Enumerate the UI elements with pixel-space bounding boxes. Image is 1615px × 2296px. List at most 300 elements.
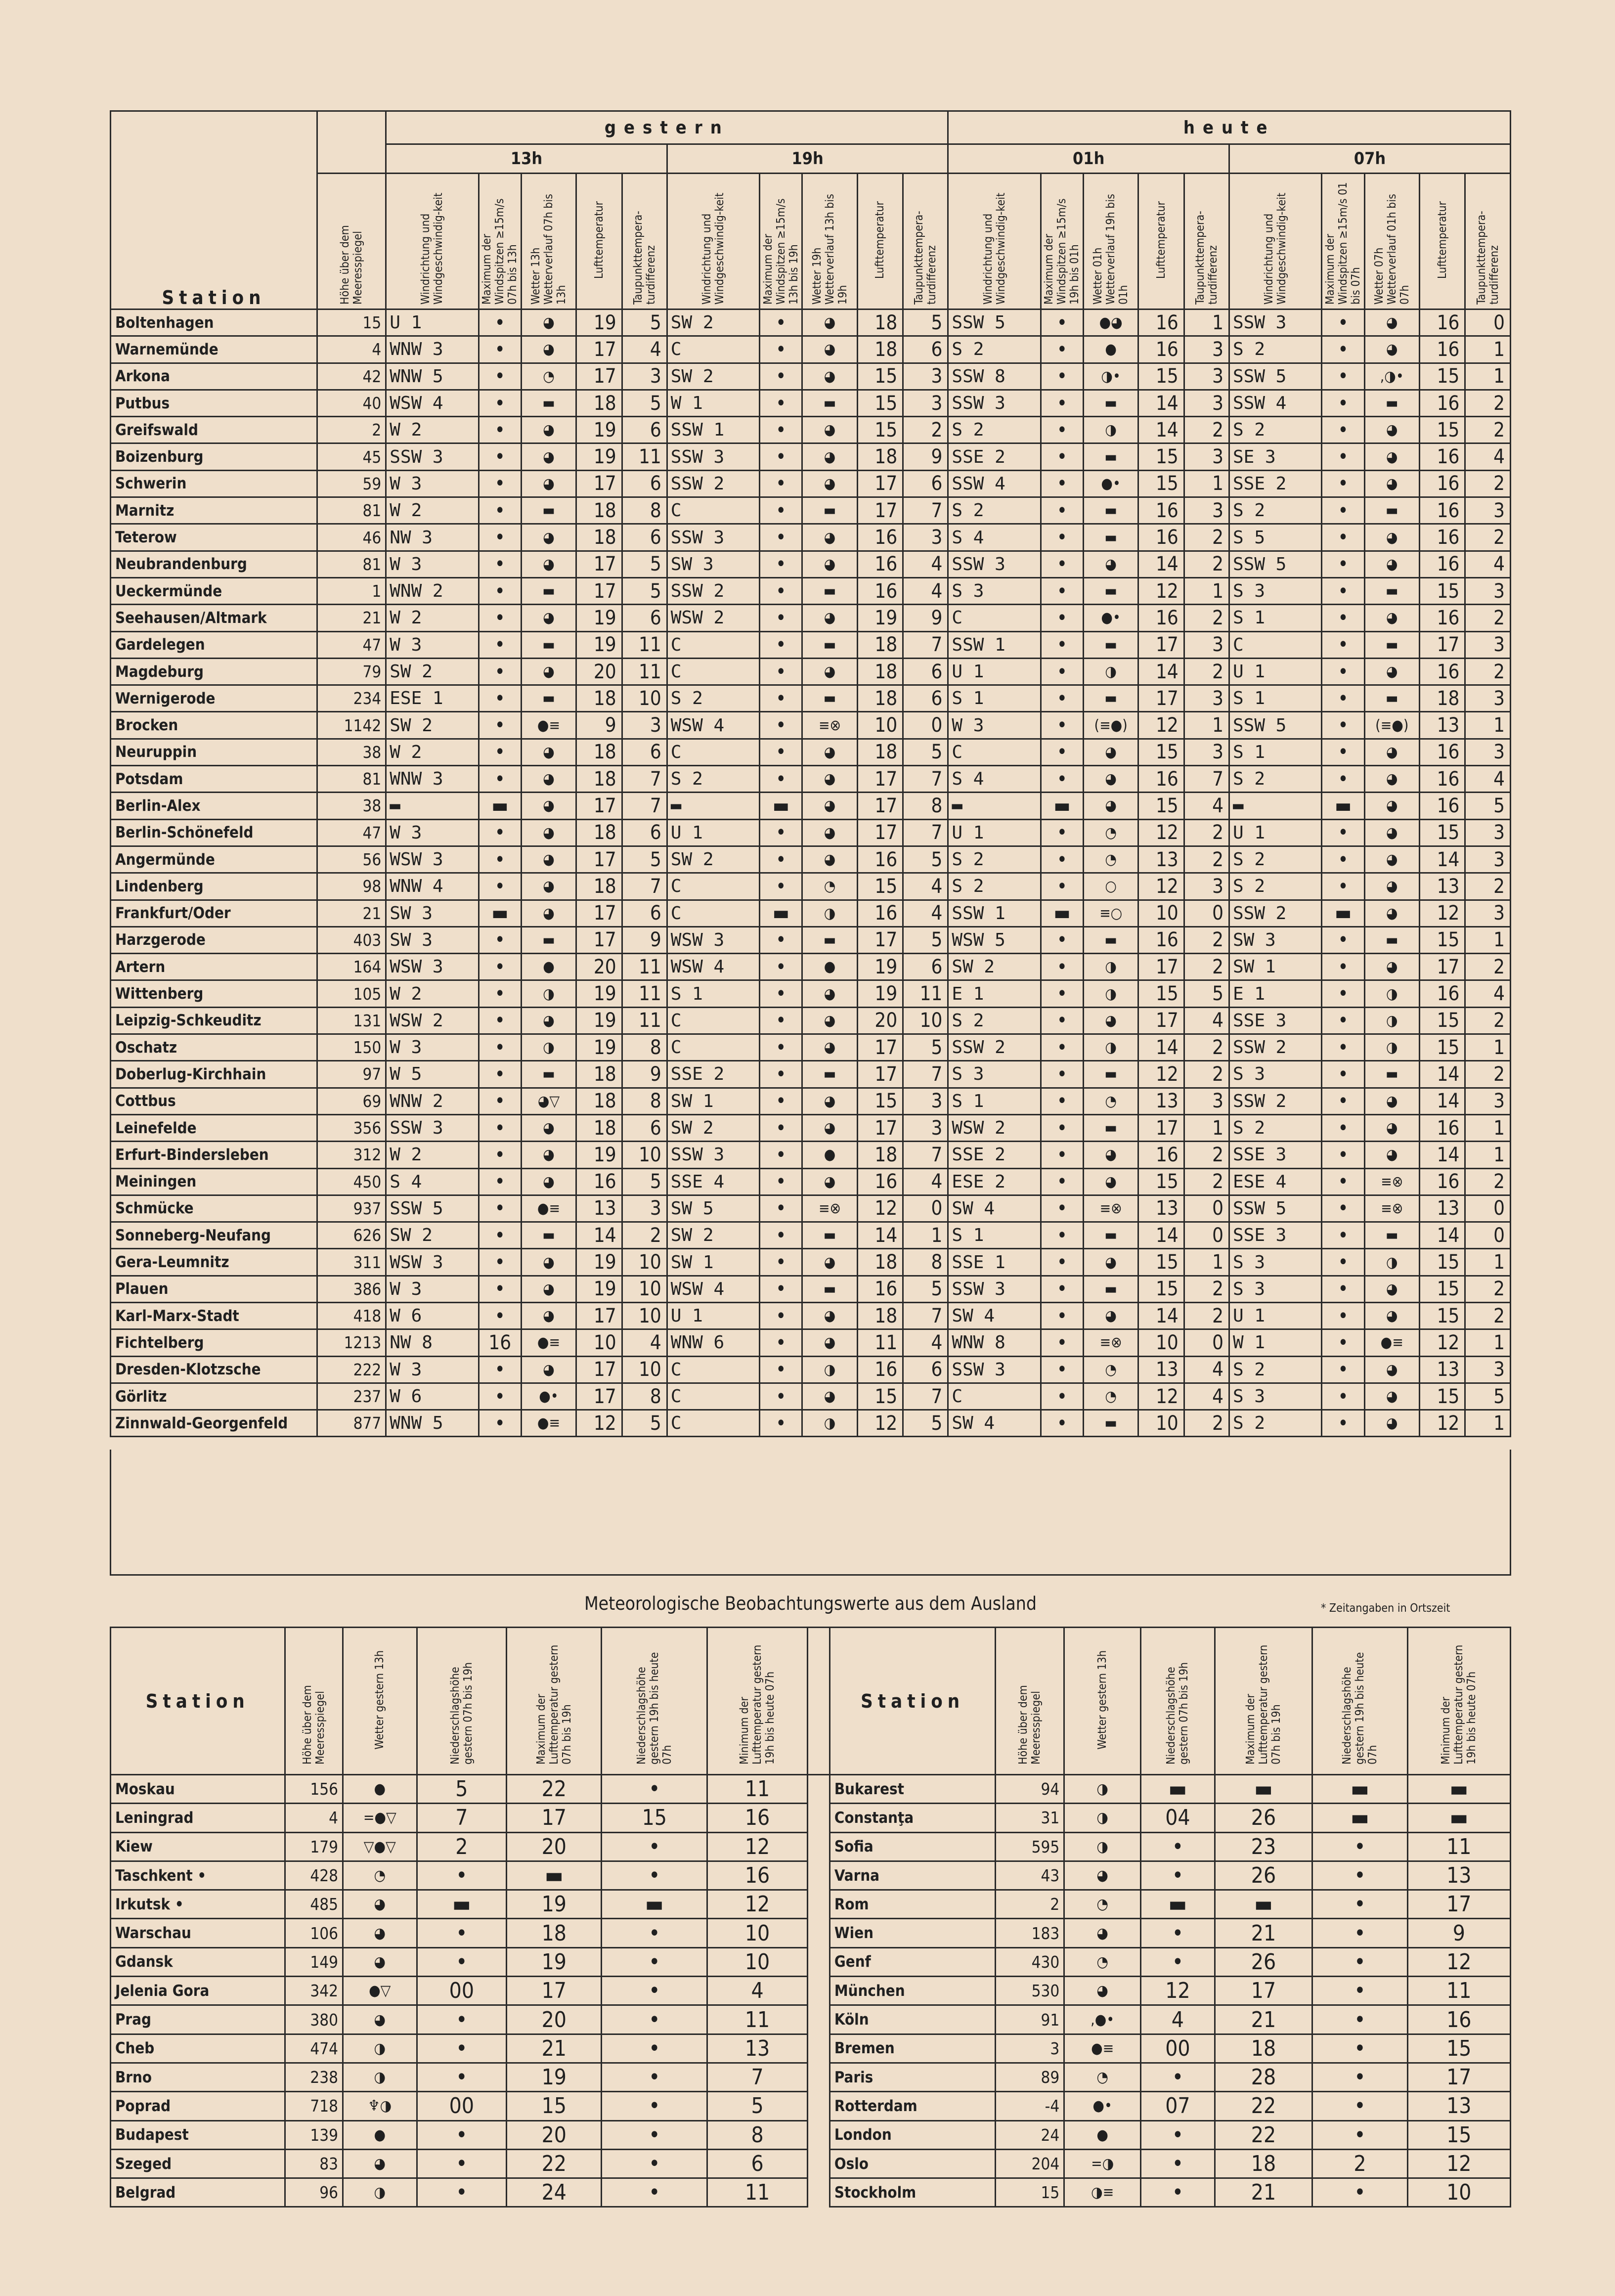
gust-cell: • bbox=[1041, 336, 1083, 363]
temperature-cell: 16 bbox=[857, 1356, 903, 1383]
dewpoint-diff-cell: 6 bbox=[903, 954, 948, 980]
temperature-cell: 17 bbox=[576, 336, 622, 363]
dewpoint-diff-cell: 0 bbox=[1465, 309, 1511, 336]
gust-cell: • bbox=[479, 658, 521, 685]
weather-symbol: ◕ bbox=[1364, 605, 1419, 631]
weather-symbol: =◑ bbox=[1064, 2149, 1141, 2178]
value-cell: • bbox=[602, 2063, 707, 2091]
weather-symbol: (≡●) bbox=[1364, 712, 1419, 739]
gust-cell: • bbox=[760, 1276, 802, 1302]
station-row bbox=[111, 1249, 1511, 1276]
temperature-cell: 19 bbox=[576, 1034, 622, 1061]
weather-symbol: ◕ bbox=[521, 900, 576, 927]
weather-symbol: ◑ bbox=[1364, 1007, 1419, 1034]
gust-cell: • bbox=[1041, 524, 1083, 551]
value-cell: • bbox=[1312, 1861, 1407, 1890]
station-name: Constanţa bbox=[829, 1804, 995, 1832]
temperature-cell: 10 bbox=[857, 712, 903, 739]
wind-cell: C bbox=[667, 336, 759, 363]
weather-symbol: ◕ bbox=[1083, 1142, 1138, 1168]
gust-cell: ▬ bbox=[479, 793, 521, 819]
dewpoint-diff-cell: 2 bbox=[1184, 1061, 1229, 1088]
weather-symbol: ◕ bbox=[1364, 417, 1419, 443]
foreign-row bbox=[111, 1919, 1511, 1947]
wind-cell: S 1 bbox=[948, 685, 1041, 712]
dewpoint-diff-cell: 0 bbox=[1465, 1222, 1511, 1249]
station-height: 474 bbox=[285, 2034, 343, 2063]
wind-cell: U 1 bbox=[1229, 1302, 1321, 1329]
wind-cell: SSW 4 bbox=[948, 470, 1041, 497]
wind-cell: SSW 5 bbox=[386, 1195, 479, 1222]
value-cell: 00 bbox=[417, 2092, 507, 2120]
temperature-cell: 14 bbox=[1138, 390, 1184, 416]
station-height: 234 bbox=[317, 685, 386, 712]
column-header: Wetter 01h Wetterverlauf 19h bis 01h bbox=[1083, 174, 1138, 309]
dewpoint-diff-cell: 2 bbox=[1184, 846, 1229, 873]
temperature-cell: 18 bbox=[576, 739, 622, 765]
column-header: Wetter gestern 13h bbox=[1064, 1628, 1141, 1775]
dewpoint-diff-cell: 7 bbox=[903, 1142, 948, 1168]
temperature-cell: 18 bbox=[857, 443, 903, 470]
temperature-cell: 19 bbox=[576, 443, 622, 470]
weather-symbol: ◑ bbox=[1364, 980, 1419, 1007]
column-header: Niederschlagshöhe gestern 07h bis 19h bbox=[417, 1628, 507, 1775]
wind-cell: S 2 bbox=[948, 497, 1041, 524]
foreign-row bbox=[111, 1861, 1511, 1890]
wind-cell: S 5 bbox=[1229, 524, 1321, 551]
dewpoint-diff-cell: 5 bbox=[1184, 980, 1229, 1007]
blank-header bbox=[317, 111, 386, 174]
station-row bbox=[111, 900, 1511, 927]
station-height: 47 bbox=[317, 819, 386, 846]
value-cell: 21 bbox=[1215, 2005, 1312, 2034]
gust-cell: • bbox=[1041, 1007, 1083, 1034]
wind-cell: SW 2 bbox=[667, 1114, 759, 1141]
station-row bbox=[111, 766, 1511, 793]
gust-cell: • bbox=[1041, 1356, 1083, 1383]
value-cell: ▬ bbox=[507, 1861, 602, 1890]
value-cell: • bbox=[1312, 2034, 1407, 2063]
wind-cell: SSW 3 bbox=[667, 443, 759, 470]
wind-cell: C bbox=[948, 739, 1041, 765]
wind-cell: WNW 3 bbox=[386, 766, 479, 793]
dewpoint-diff-cell: 2 bbox=[1184, 819, 1229, 846]
wind-cell: SSW 3 bbox=[386, 443, 479, 470]
temperature-cell: 12 bbox=[1419, 900, 1465, 927]
foreign-row bbox=[111, 1832, 1511, 1861]
gust-cell: • bbox=[479, 1142, 521, 1168]
column-header: Niederschlagshöhe gestern 19h bis heute 07h bbox=[1312, 1628, 1407, 1775]
dewpoint-diff-cell: 4 bbox=[1184, 1356, 1229, 1383]
wind-cell: SSW 2 bbox=[1229, 1088, 1321, 1114]
temperature-cell: 17 bbox=[1419, 954, 1465, 980]
value-cell: • bbox=[1312, 1919, 1407, 1947]
dewpoint-diff-cell: 10 bbox=[622, 1276, 667, 1302]
gust-cell: • bbox=[760, 1007, 802, 1034]
temperature-cell: 14 bbox=[1138, 1034, 1184, 1061]
station-name: Schmücke bbox=[111, 1195, 317, 1222]
value-cell: 21 bbox=[507, 2034, 602, 2063]
wind-cell: SW 4 bbox=[948, 1195, 1041, 1222]
dewpoint-diff-cell: 5 bbox=[1465, 1383, 1511, 1410]
station-height: 342 bbox=[285, 1977, 343, 2005]
value-cell: 9 bbox=[1407, 1919, 1510, 1947]
gust-cell: • bbox=[479, 524, 521, 551]
wind-cell: W 2 bbox=[386, 1142, 479, 1168]
weather-symbol: ◕ bbox=[802, 766, 857, 793]
gust-cell: • bbox=[1322, 551, 1364, 577]
column-header: Windrichtung und Windgeschwindig-keit bbox=[667, 174, 759, 309]
station-row bbox=[111, 336, 1511, 363]
wind-cell: S 2 bbox=[948, 417, 1041, 443]
dewpoint-diff-cell: 3 bbox=[1465, 900, 1511, 927]
station-name: Szeged bbox=[111, 2149, 285, 2178]
station-name: München bbox=[829, 1977, 995, 2005]
weather-symbol: ,◑• bbox=[1364, 363, 1419, 390]
station-name: Stockholm bbox=[829, 2178, 995, 2207]
weather-symbol: ◕ bbox=[1083, 1007, 1138, 1034]
value-cell: 17 bbox=[1215, 1977, 1312, 2005]
temperature-cell: 16 bbox=[1419, 658, 1465, 685]
station-name: Poprad bbox=[111, 2092, 285, 2120]
station-row bbox=[111, 551, 1511, 577]
wind-cell: S 2 bbox=[1229, 336, 1321, 363]
station-name: Berlin-Alex bbox=[111, 793, 317, 819]
wind-cell: WSW 3 bbox=[386, 846, 479, 873]
column-header: Windrichtung und Windgeschwindig-keit bbox=[386, 174, 479, 309]
dewpoint-diff-cell: 8 bbox=[903, 793, 948, 819]
weather-symbol: ▬ bbox=[521, 1061, 576, 1088]
dewpoint-diff-cell: 7 bbox=[903, 1302, 948, 1329]
weather-symbol: ◑ bbox=[1083, 658, 1138, 685]
gust-cell: • bbox=[1041, 470, 1083, 497]
station-row bbox=[111, 497, 1511, 524]
wind-cell: SSE 2 bbox=[667, 1061, 759, 1088]
gestern-header: gestern bbox=[386, 111, 948, 144]
station-height: 96 bbox=[285, 2178, 343, 2207]
gust-cell: • bbox=[760, 658, 802, 685]
gust-cell: • bbox=[760, 954, 802, 980]
temperature-cell: 13 bbox=[1138, 1195, 1184, 1222]
temperature-cell: 15 bbox=[1419, 927, 1465, 953]
value-cell: 22 bbox=[1215, 2120, 1312, 2149]
gust-cell: • bbox=[479, 1276, 521, 1302]
temperature-cell: 16 bbox=[1419, 739, 1465, 765]
dewpoint-diff-cell: 2 bbox=[1184, 1034, 1229, 1061]
wind-cell: SSW 3 bbox=[948, 1356, 1041, 1383]
value-cell: 11 bbox=[707, 2178, 808, 2207]
temperature-cell: 17 bbox=[1138, 631, 1184, 658]
temperature-cell: 17 bbox=[576, 1383, 622, 1410]
dewpoint-diff-cell: 1 bbox=[1184, 1114, 1229, 1141]
weather-symbol: ◕ bbox=[802, 524, 857, 551]
weather-symbol: ▬ bbox=[1083, 443, 1138, 470]
temperature-cell: 15 bbox=[1419, 363, 1465, 390]
foreign-row bbox=[111, 2092, 1511, 2120]
wind-cell: SW 1 bbox=[667, 1249, 759, 1276]
station-height: 1142 bbox=[317, 712, 386, 739]
value-cell: 12 bbox=[1407, 1947, 1510, 1976]
station-row bbox=[111, 819, 1511, 846]
station-height: 877 bbox=[317, 1410, 386, 1437]
weather-symbol: ▬ bbox=[802, 577, 857, 604]
temperature-cell: 9 bbox=[576, 712, 622, 739]
foreign-row bbox=[111, 1977, 1511, 2005]
dewpoint-diff-cell: 0 bbox=[1465, 1195, 1511, 1222]
dewpoint-diff-cell: 7 bbox=[1184, 766, 1229, 793]
temperature-cell: 10 bbox=[1138, 900, 1184, 927]
wind-cell: SSW 5 bbox=[1229, 363, 1321, 390]
weather-symbol: ◕ bbox=[521, 524, 576, 551]
temperature-cell: 15 bbox=[1138, 363, 1184, 390]
dewpoint-diff-cell: 3 bbox=[903, 363, 948, 390]
temperature-cell: 12 bbox=[576, 1410, 622, 1437]
dewpoint-diff-cell: 2 bbox=[1184, 1168, 1229, 1195]
weather-symbol: ◕ bbox=[802, 846, 857, 873]
column-separator bbox=[808, 1861, 830, 1890]
gust-cell: • bbox=[1041, 658, 1083, 685]
column-header: Wetter gestern 13h bbox=[343, 1628, 417, 1775]
wind-cell: S 1 bbox=[1229, 739, 1321, 765]
station-name: Seehausen/Altmark bbox=[111, 605, 317, 631]
value-cell: 2 bbox=[1312, 2149, 1407, 2178]
gust-cell: • bbox=[1322, 1007, 1364, 1034]
gust-cell: • bbox=[1322, 417, 1364, 443]
dewpoint-diff-cell: 4 bbox=[903, 577, 948, 604]
gust-cell: • bbox=[1041, 577, 1083, 604]
value-cell: • bbox=[602, 2178, 707, 2207]
temperature-cell: 15 bbox=[1419, 1034, 1465, 1061]
temperature-cell: 17 bbox=[857, 927, 903, 953]
gust-cell: • bbox=[479, 470, 521, 497]
foreign-row bbox=[111, 1890, 1511, 1919]
value-cell: • bbox=[1141, 2149, 1215, 2178]
gust-cell: • bbox=[760, 524, 802, 551]
weather-symbol: ◕ bbox=[802, 1302, 857, 1329]
temperature-cell: 14 bbox=[576, 1222, 622, 1249]
foreign-title: Meteorologische Beobachtungswerte aus dem Ausland bbox=[584, 1593, 1037, 1614]
station-row bbox=[111, 577, 1511, 604]
value-cell: 24 bbox=[507, 2178, 602, 2207]
temperature-cell: 16 bbox=[1138, 336, 1184, 363]
value-cell: • bbox=[602, 1947, 707, 1976]
gust-cell: • bbox=[1041, 766, 1083, 793]
dewpoint-diff-cell: 3 bbox=[1184, 685, 1229, 712]
value-cell: 13 bbox=[1407, 1861, 1510, 1890]
temperature-cell: 17 bbox=[576, 1302, 622, 1329]
wind-cell: SW 5 bbox=[667, 1195, 759, 1222]
gust-cell: • bbox=[479, 443, 521, 470]
wind-cell: SSW 2 bbox=[1229, 1034, 1321, 1061]
gust-cell: • bbox=[479, 873, 521, 900]
station-row bbox=[111, 631, 1511, 658]
temperature-cell: 16 bbox=[1419, 309, 1465, 336]
temperature-cell: 20 bbox=[576, 954, 622, 980]
gust-cell: • bbox=[1041, 1249, 1083, 1276]
weather-symbol: ◕ bbox=[1364, 309, 1419, 336]
dewpoint-diff-cell: 2 bbox=[1465, 605, 1511, 631]
value-cell: 07 bbox=[1141, 2092, 1215, 2120]
dewpoint-diff-cell: 7 bbox=[903, 1061, 948, 1088]
weather-symbol: ●≡ bbox=[521, 1195, 576, 1222]
weather-symbol: ▬ bbox=[1083, 577, 1138, 604]
gust-cell: • bbox=[1322, 712, 1364, 739]
weather-symbol: ◕ bbox=[802, 739, 857, 765]
dewpoint-diff-cell: 3 bbox=[622, 1195, 667, 1222]
temperature-cell: 17 bbox=[857, 793, 903, 819]
temperature-cell: 17 bbox=[576, 846, 622, 873]
value-cell: • bbox=[1312, 2178, 1407, 2207]
wind-cell: S 2 bbox=[667, 685, 759, 712]
dewpoint-diff-cell: 5 bbox=[1465, 793, 1511, 819]
column-header: Taupunkttempera-turdifferenz bbox=[903, 174, 948, 309]
time-note: * Zeitangaben in Ortszeit bbox=[1321, 1602, 1450, 1615]
gust-cell: • bbox=[479, 309, 521, 336]
gust-cell: • bbox=[1322, 1114, 1364, 1141]
temperature-cell: 15 bbox=[1419, 1383, 1465, 1410]
temperature-cell: 18 bbox=[576, 390, 622, 416]
gust-cell: • bbox=[1041, 605, 1083, 631]
gust-cell: • bbox=[760, 1168, 802, 1195]
value-cell: 12 bbox=[707, 1832, 808, 1861]
value-cell: 13 bbox=[707, 2034, 808, 2063]
gust-cell: • bbox=[760, 631, 802, 658]
gust-cell: • bbox=[479, 497, 521, 524]
gust-cell: • bbox=[479, 1222, 521, 1249]
wind-cell: SSW 5 bbox=[948, 309, 1041, 336]
weather-symbol: ◕ bbox=[521, 1302, 576, 1329]
station-height: 386 bbox=[317, 1276, 386, 1302]
column-separator bbox=[808, 1890, 830, 1919]
column-header: Windrichtung und Windgeschwindig-keit bbox=[1229, 174, 1321, 309]
wind-cell: S 1 bbox=[1229, 685, 1321, 712]
gust-cell: • bbox=[479, 1195, 521, 1222]
wind-cell: SW 2 bbox=[667, 846, 759, 873]
gust-cell: • bbox=[479, 1383, 521, 1410]
gust-cell: • bbox=[760, 470, 802, 497]
station-row bbox=[111, 1168, 1511, 1195]
gust-cell: • bbox=[479, 846, 521, 873]
wind-cell: C bbox=[667, 1410, 759, 1437]
column-header: Wetter 19h Wetterverlauf 13h bis 19h bbox=[802, 174, 857, 309]
value-cell: • bbox=[1141, 2120, 1215, 2149]
wind-cell: U 1 bbox=[1229, 819, 1321, 846]
weather-symbol: ▬ bbox=[802, 927, 857, 953]
dewpoint-diff-cell: 4 bbox=[1184, 1383, 1229, 1410]
wind-cell: C bbox=[667, 1383, 759, 1410]
station-row bbox=[111, 443, 1511, 470]
dewpoint-diff-cell: 1 bbox=[1465, 1142, 1511, 1168]
dewpoint-diff-cell: 2 bbox=[1465, 658, 1511, 685]
temperature-cell: 15 bbox=[1138, 793, 1184, 819]
gust-cell: • bbox=[1322, 577, 1364, 604]
weather-symbol: ◑ bbox=[1083, 980, 1138, 1007]
station-height: 485 bbox=[285, 1890, 343, 1919]
column-header: Maximum der Lufttemperatur gestern 07h bis 19h bbox=[507, 1628, 602, 1775]
gust-cell: • bbox=[1322, 443, 1364, 470]
gust-cell: • bbox=[479, 577, 521, 604]
value-cell: 13 bbox=[1407, 2092, 1510, 2120]
weather-symbol: ▬ bbox=[1083, 1061, 1138, 1088]
wind-cell: SE 3 bbox=[1229, 443, 1321, 470]
temperature-cell: 15 bbox=[1138, 1249, 1184, 1276]
weather-symbol: ≡⊗ bbox=[1364, 1195, 1419, 1222]
weather-symbol: ● bbox=[802, 954, 857, 980]
column-header: Lufttemperatur bbox=[1419, 174, 1465, 309]
gust-cell: • bbox=[1041, 1329, 1083, 1356]
value-cell: 20 bbox=[507, 2120, 602, 2149]
gust-cell: • bbox=[760, 1329, 802, 1356]
gust-cell: • bbox=[1322, 1195, 1364, 1222]
weather-symbol: ◕ bbox=[521, 1142, 576, 1168]
gust-cell: ▬ bbox=[1041, 793, 1083, 819]
dewpoint-diff-cell: 1 bbox=[1465, 1329, 1511, 1356]
gust-cell: • bbox=[760, 605, 802, 631]
dewpoint-diff-cell: 7 bbox=[903, 819, 948, 846]
weather-symbol: ◕ bbox=[1364, 1410, 1419, 1437]
weather-symbol: ◕ bbox=[802, 443, 857, 470]
temperature-cell: 16 bbox=[1419, 793, 1465, 819]
weather-symbol: ◑ bbox=[521, 980, 576, 1007]
weather-symbol: ◕ bbox=[1364, 954, 1419, 980]
station-row bbox=[111, 739, 1511, 765]
gust-cell: • bbox=[1322, 1088, 1364, 1114]
gust-cell: • bbox=[479, 712, 521, 739]
station-height: 15 bbox=[317, 309, 386, 336]
value-cell: 22 bbox=[1215, 2092, 1312, 2120]
station-height: 98 bbox=[317, 873, 386, 900]
dewpoint-diff-cell: 4 bbox=[903, 873, 948, 900]
station-row bbox=[111, 980, 1511, 1007]
dewpoint-diff-cell: 11 bbox=[622, 980, 667, 1007]
weather-symbol: ◕ bbox=[1364, 1142, 1419, 1168]
column-header: Windrichtung und Windgeschwindig-keit bbox=[948, 174, 1041, 309]
gust-cell: • bbox=[1041, 1114, 1083, 1141]
wind-cell: S 2 bbox=[1229, 497, 1321, 524]
dewpoint-diff-cell: 5 bbox=[903, 846, 948, 873]
value-cell: 17 bbox=[507, 1977, 602, 2005]
gust-cell: • bbox=[1322, 363, 1364, 390]
temperature-cell: 16 bbox=[857, 577, 903, 604]
weather-symbol: ▽●▽ bbox=[343, 1832, 417, 1861]
weather-symbol: ◑ bbox=[802, 1410, 857, 1437]
value-cell: ▬ bbox=[1141, 1775, 1215, 1804]
station-height: 105 bbox=[317, 980, 386, 1007]
dewpoint-diff-cell: 7 bbox=[622, 766, 667, 793]
dewpoint-diff-cell: 11 bbox=[622, 954, 667, 980]
temperature-cell: 16 bbox=[857, 1276, 903, 1302]
dewpoint-diff-cell: 4 bbox=[622, 1329, 667, 1356]
value-cell: 26 bbox=[1215, 1861, 1312, 1890]
wind-cell: S 2 bbox=[1229, 846, 1321, 873]
weather-symbol: ● bbox=[802, 1142, 857, 1168]
temperature-cell: 16 bbox=[857, 846, 903, 873]
station-name: Zinnwald-Georgenfeld bbox=[111, 1410, 317, 1437]
heute-header: heute bbox=[948, 111, 1511, 144]
column-separator bbox=[808, 1832, 830, 1861]
wind-cell: SSW 3 bbox=[386, 1114, 479, 1141]
dewpoint-diff-cell: 2 bbox=[1184, 551, 1229, 577]
station-name: Gardelegen bbox=[111, 631, 317, 658]
temperature-cell: 16 bbox=[1138, 605, 1184, 631]
dewpoint-diff-cell: 6 bbox=[622, 524, 667, 551]
station-height: 164 bbox=[317, 954, 386, 980]
temperature-cell: 18 bbox=[576, 766, 622, 793]
station-header: Station bbox=[111, 111, 317, 309]
gust-cell: • bbox=[1041, 390, 1083, 416]
gust-cell: • bbox=[1041, 685, 1083, 712]
wind-cell: SSE 2 bbox=[948, 1142, 1041, 1168]
